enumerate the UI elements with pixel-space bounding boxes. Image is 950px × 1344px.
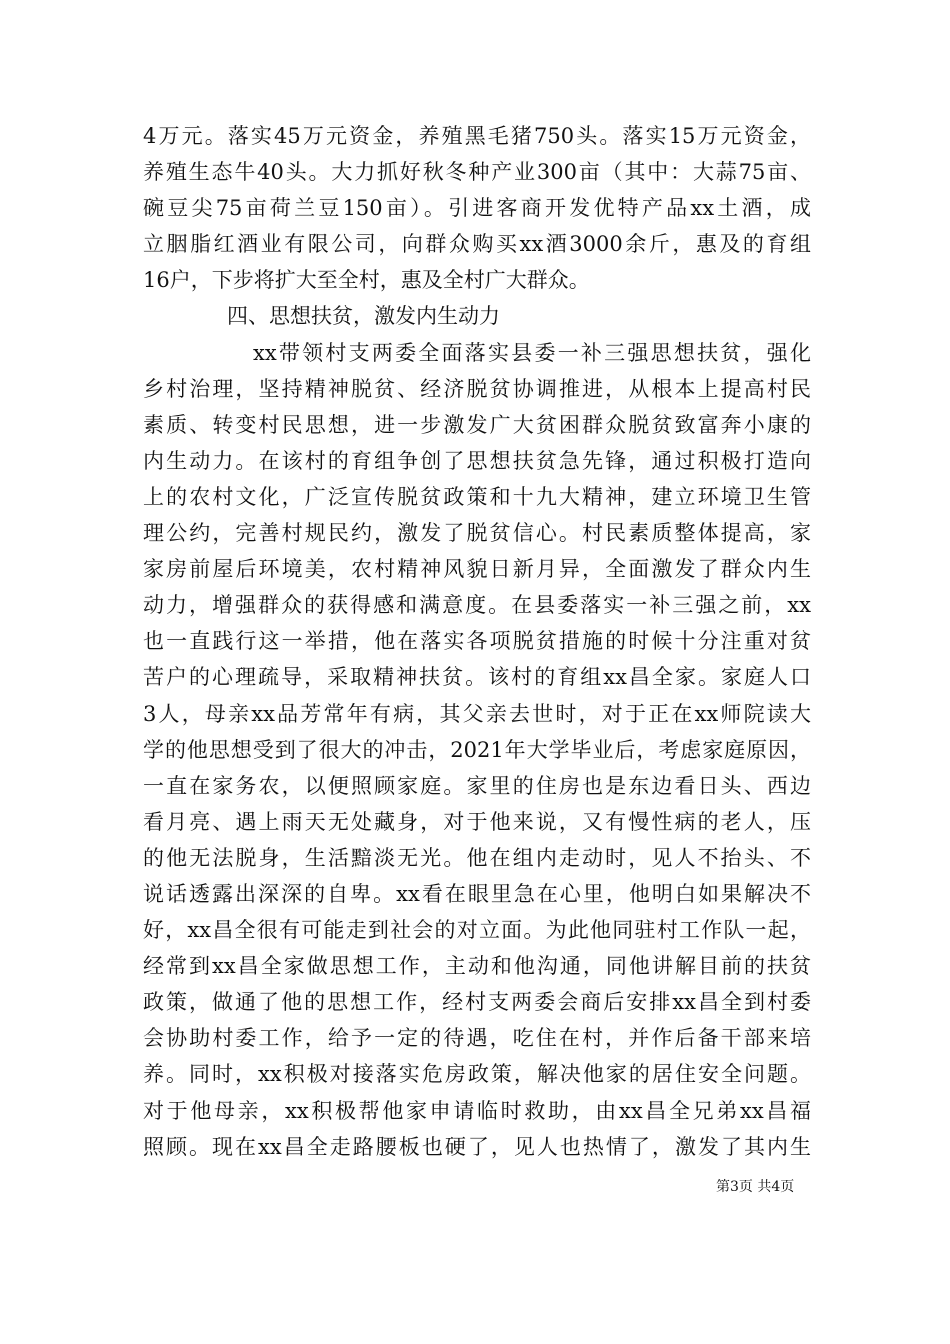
text-line: 苦户的心理疏导，采取精神扶贫。该村的育组xx昌全家。家庭人口 — [143, 665, 811, 690]
text-line: 动力，增强群众的获得感和满意度。在县委落实一补三强之前，xx — [143, 593, 811, 618]
text-line: 3人，母亲xx品芳常年有病，其父亲去世时，对于正在xx师院读大 — [143, 701, 811, 726]
text-line: 会协助村委工作，给予一定的待遇，吃住在村，并作后备干部来培 — [143, 1026, 811, 1051]
text-line: 说话透露出深深的自卑。xx看在眼里急在心里，他明白如果解决不 — [143, 881, 811, 906]
text-line: 素质、转变村民思想，进一步激发广大贫困群众脱贫致富奔小康的 — [143, 412, 811, 437]
document-body — [143, 118, 811, 1165]
text-line: 16户，下步将扩大至全村，惠及全村广大群众。 — [143, 268, 590, 293]
text-line: 养。同时，xx积极对接落实危房政策，解决他家的居住安全问题。 — [143, 1062, 811, 1087]
text-line: 立胭脂红酒业有限公司，向群众购买xx酒3000余斤，惠及的育组 — [143, 232, 811, 257]
text-line: 看月亮、遇上雨天无处藏身，对于他来说，又有慢性病的老人，压 — [143, 809, 811, 834]
text-line: 好，xx昌全很有可能走到社会的对立面。为此他同驻村工作队一起， — [143, 918, 811, 943]
text-line: 乡村治理，坚持精神脱贫、经济脱贫协调推进，从根本上提高村民 — [143, 376, 811, 401]
text-line: 学的他思想受到了很大的冲击，2021年大学毕业后，考虑家庭原因， — [143, 737, 811, 762]
text-line: 碗豆尖75亩荷兰豆150亩）。引进客商开发优特产品xx土酒，成 — [143, 196, 811, 221]
text-line: 也一直践行这一举措，他在落实各项脱贫措施的时候十分注重对贫 — [143, 629, 811, 654]
text-line: 经常到xx昌全家做思想工作，主动和他沟通，同他讲解目前的扶贫 — [143, 954, 811, 979]
paragraph-first-line: xx带领村支两委全面落实县委一补三强思想扶贫，强化 — [253, 340, 811, 365]
section-heading: 四、思想扶贫，激发内生动力 — [227, 304, 500, 329]
text-line: 的他无法脱身，生活黯淡无光。他在组内走动时，见人不抬头、不 — [143, 845, 811, 870]
text-line: 理公约，完善村规民约，激发了脱贫信心。村民素质整体提高，家 — [143, 521, 811, 546]
text-line: 上的农村文化，广泛宣传脱贫政策和十九大精神，建立环境卫生管 — [143, 484, 811, 509]
text-line: 照顾。现在xx昌全走路腰板也硬了，见人也热情了，激发了其内生 — [143, 1134, 811, 1159]
text-line: 一直在家务农，以便照顾家庭。家里的住房也是东边看日头、西边 — [143, 773, 811, 798]
text-line: 养殖生态牛40头。大力抓好秋冬种产业300亩（其中：大蒜75亩、 — [143, 160, 811, 185]
text-line: 4万元。落实45万元资金，养殖黑毛猪750头。落实15万元资金， — [143, 124, 811, 148]
text-line: 家房前屋后环境美，农村精神风貌日新月异，全面激发了群众内生 — [143, 557, 811, 582]
text-line: 对于他母亲，xx积极帮他家申请临时救助，由xx昌全兄弟xx昌福 — [143, 1098, 811, 1123]
text-line: 内生动力。在该村的育组争创了思想扶贫急先锋，通过积极打造向 — [143, 448, 811, 473]
text-line: 政策，做通了他的思想工作，经村支两委会商后安排xx昌全到村委 — [143, 990, 811, 1015]
page-number: 第3页 共4页 — [716, 1179, 795, 1195]
